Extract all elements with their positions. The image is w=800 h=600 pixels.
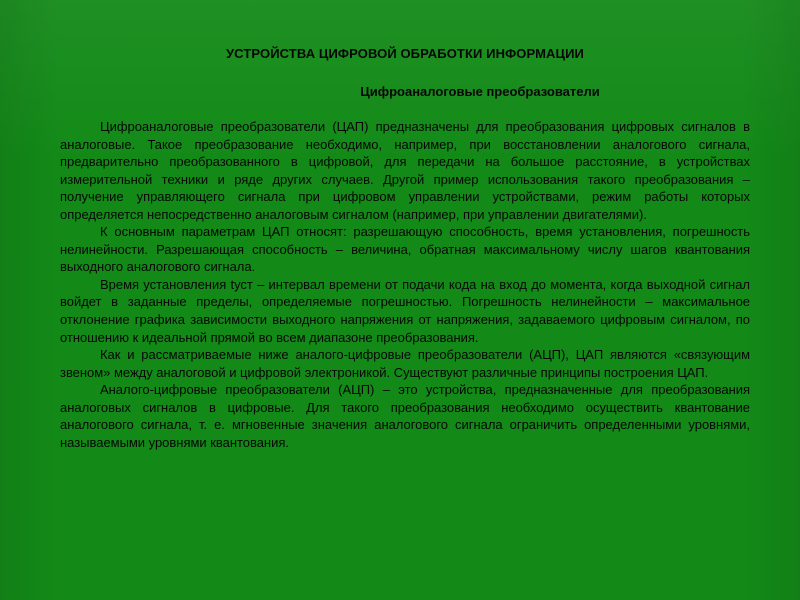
paragraph-adc-dac-link: Как и рассматриваемые ниже аналого-цифровые преобразователи (АЦП), ЦАП являются «связующим звеном» между аналоговой и цифровой электроникой. Существуют различные принципы построения ЦАП. xyxy=(60,347,750,380)
paragraph-settling-time: Время установления tуст – интервал времени от подачи кода на вход до момента, когда выходной сигнал войдет в заданные пределы, определяемые погрешностью. Погрешность нелинейности – максимальное отклонение графика зависимости выходного напряжения от напряжения, задаваемого цифровым сигналом, по отношению к идеальной прямой во всем диапазоне преобразования. xyxy=(60,276,750,345)
paragraph-dac-definition: Цифроаналоговые преобразователи (ЦАП) предназначены для преобразования цифровых сигналов в аналоговые. Такое преобразование необходимо, например, при восстановлении аналогового сигнала, предварительно преобразованного в цифровой, для передачи на большое расстояние, в устройствах измерительной техники и ряде других случаев. Другой пример использования такого преобразования – получение управляющего сигнала при цифровом управлении устройствами, режим работы которых определяется непосредственно аналоговым сигналом (например, при управлении двигателями). xyxy=(60,119,750,222)
slide-body xyxy=(60,118,750,451)
slide-content xyxy=(60,46,750,566)
paragraph-adc-definition: Аналого-цифровые преобразователи (АЦП) – это устройства, предназначенные для преобразования аналоговых сигналов в цифровые. Для такого преобразования необходимо осуществить квантование аналогового сигнала, т. е. мгновенные значения аналогового сигнала ограничить определенными уровнями, называемыми уровнями квантования. xyxy=(60,382,750,450)
paragraph-dac-parameters: К основным параметрам ЦАП относят: разрешающую способность, время установления, погрешность нелинейности. Разрешающая способность – величина, обратная максимальному числу шагов квантования выходного аналогового сигнала. xyxy=(60,224,750,275)
slide-title: УСТРОЙСТВА ЦИФРОВОЙ ОБРАБОТКИ ИНФОРМАЦИИ xyxy=(226,46,584,61)
slide-subtitle: Цифроаналоговые преобразователи xyxy=(360,84,600,99)
